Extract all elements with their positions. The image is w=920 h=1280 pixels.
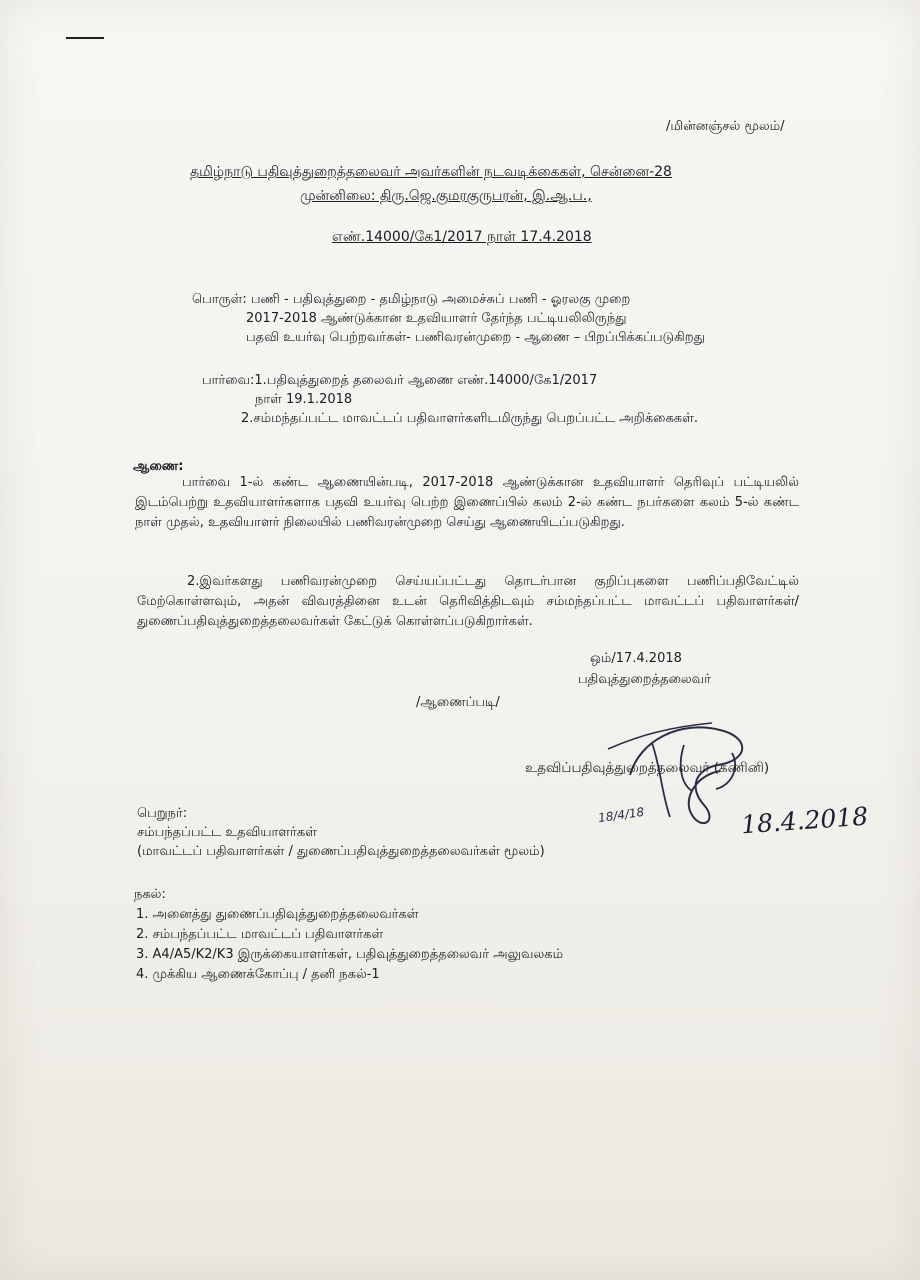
reference-line-2: நாள் 19.1.2018 [255, 392, 353, 407]
reference-line-3: 2.சம்மந்தப்பட்ட மாவட்டப் பதிவாளர்களிடமிருந்து பெறப்பட்ட அறிக்கைகள். [241, 411, 698, 426]
edge-mark [66, 37, 104, 39]
subject-line-1: பொருள்: பணி - பதிவுத்துறை - தமிழ்நாடு அமைச்சுப் பணி - ஓரலகு முறை [192, 292, 631, 307]
handwritten-initial-date: 18/4/18 [597, 804, 646, 826]
recipients-line-1: சம்பந்தப்பட்ட உதவியாளர்கள் [137, 825, 317, 840]
subject-line-3: பதவி உயர்வு பெற்றவர்கள்- பணிவரன்முறை - ஆணை – பிறப்பிக்கப்படுகிறது [246, 330, 705, 345]
by-order: /ஆணைப்படி/ [416, 695, 500, 710]
subject-line-2: 2017-2018 ஆண்டுக்கான உதவியாளர் தேர்ந்த பட்டியலிலிருந்து [246, 311, 627, 326]
recipients-heading: பெறுநர்: [137, 806, 188, 821]
order-paragraph-2: 2.இவர்களது பணிவரன்முறை செய்யப்பட்டது தொடர்பான குறிப்புகளை பணிப்பதிவேட்டில் மேற்கொள்ளவும், அதன் விவரத்தினை உடன் தெரிவித்திடவும் சம்மந்தப்பட்ட மாவட்டப் பதிவாளர்கள்/ துணைப்பதிவுத்துறைத்தலைவர்கள் கேட்டுக் கொள்ளப்படுகிறார்கள். [137, 574, 799, 629]
handwritten-date: 18.4.2018 [740, 801, 870, 840]
reference-line-1: பார்வை:1.பதிவுத்துறைத் தலைவர் ஆணை எண்.14000/கே1/2017 [202, 373, 598, 388]
copy-item: 2. சம்பந்தப்பட்ட மாவட்டப் பதிவாளர்கள் [136, 927, 384, 942]
copies-heading: நகல்: [134, 887, 166, 902]
office-title: தமிழ்நாடு பதிவுத்துறைத்தலைவர் அவர்களின் நடவடிக்கைகள், சென்னை-28 [190, 164, 672, 180]
reference-number: எண்.14000/கே1/2017 நாள் 17.4.2018 [332, 229, 592, 245]
presence-line: முன்னிலை: திரு.ஜெ.குமரகுருபரன், இ.ஆ.ப., [300, 188, 592, 204]
copy-item: 4. முக்கிய ஆணைக்கோப்பு / தனி நகல்-1 [136, 967, 380, 982]
order-paragraph-1: பார்வை 1-ல் கண்ட ஆணையின்படி, 2017-2018 ஆண்டுக்கான உதவியாளர் தெரிவுப் பட்டியலில் இடம்பெற்று உதவியாளர்களாக பதவி உயர்வு பெற்ற இணைப்பில் கலம் 2-ல் கண்ட நபர்களை கலம் 5-ல் கண்ட நாள் முதல், உதவியாளர் நிலையில் பணிவரன்முறை செய்து ஆணையிடப்படுகிறது. [135, 475, 799, 530]
copy-item: 3. A4/A5/K2/K3 இருக்கையாளர்கள், பதிவுத்துறைத்தலைவர் அலுவலகம் [136, 947, 564, 962]
signatory-designation: பதிவுத்துறைத்தலைவர் [578, 672, 711, 687]
copy-item: 1. அனைத்து துணைப்பதிவுத்துறைத்தலைவர்கள் [136, 907, 419, 922]
order-heading: ஆணை: [133, 459, 184, 474]
recipients-line-2: (மாவட்டப் பதிவாளர்கள் / துணைப்பதிவுத்துறைத்தலைவர்கள் மூலம்) [137, 844, 545, 859]
signed-date: ஒம்/17.4.2018 [590, 651, 682, 666]
transmission-mode: /மின்னஞ்சல் மூலம்/ [666, 119, 785, 134]
assistant-designation: உதவிப்பதிவுத்துறைத்தலைவர் (கணினி) [525, 760, 770, 776]
